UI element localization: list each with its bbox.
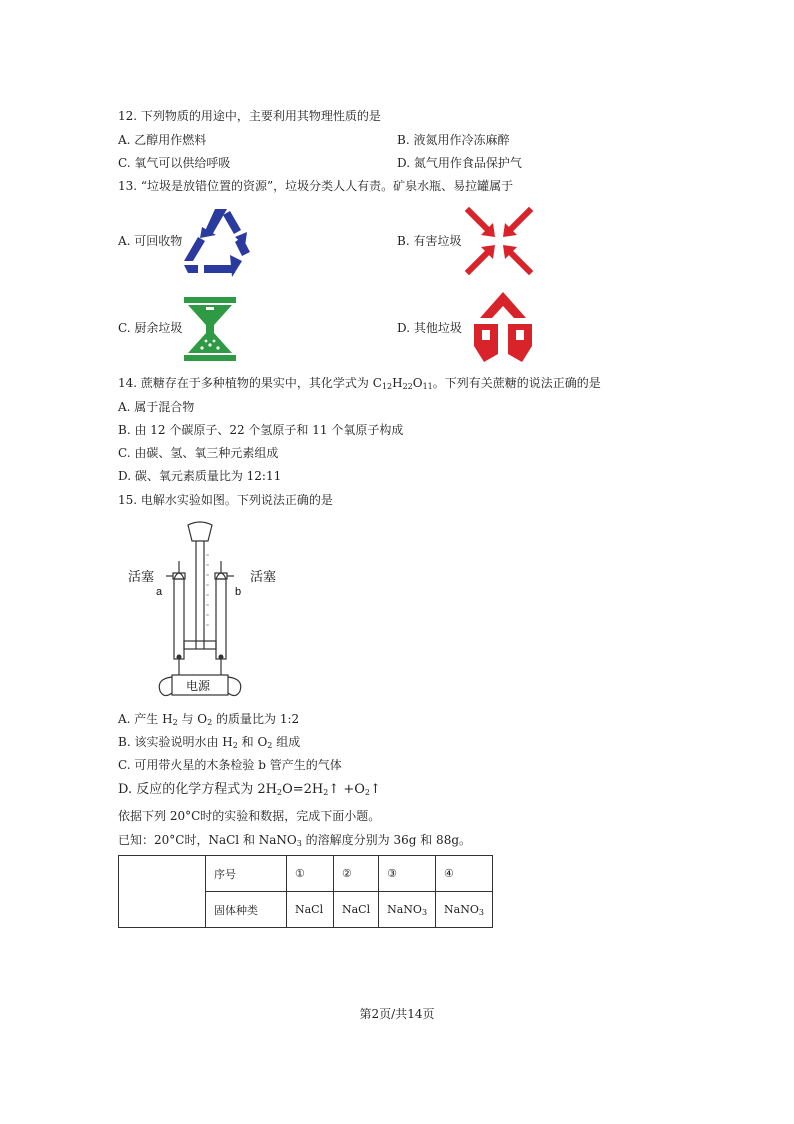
q14-option-c: C. 由碳、氢、氧三种元素组成 bbox=[118, 446, 279, 460]
kitchen-waste-icon bbox=[182, 295, 238, 363]
table-header-label: 序号 bbox=[206, 856, 287, 892]
electrolysis-apparatus-diagram bbox=[120, 515, 280, 705]
table-cell: ③ bbox=[379, 856, 436, 892]
q12-option-b: B. 液氮用作冷冻麻醉 bbox=[397, 133, 510, 147]
table-blank-cell bbox=[119, 856, 206, 928]
table-cell: NaCl bbox=[287, 892, 334, 928]
experiment-table bbox=[118, 855, 493, 928]
q13-option-c: C. 厨余垃圾 bbox=[118, 321, 183, 335]
page-footer: 第2页/共14页 bbox=[359, 1007, 435, 1021]
right-valve-label: 活塞 bbox=[250, 569, 277, 584]
tube-a-label: a bbox=[156, 586, 163, 598]
table-row bbox=[119, 856, 493, 892]
table-cell: NaNO$_3$ bbox=[436, 892, 493, 928]
other-waste-icon bbox=[470, 290, 536, 365]
q14-stem: 14. 蔗糖存在于多种植物的果实中，其化学式为 $C_{12}H_{22}O_{11}$。下列有关蔗糖的说法正确的是 bbox=[118, 376, 601, 391]
q15-option-d: D. 反应的化学方程式为 $2H_2O=2H_2↑$ $+O_2↑$ bbox=[118, 782, 381, 797]
q12-option-a: A. 乙醇用作燃料 bbox=[118, 133, 207, 147]
q13-option-a: A. 可回收物 bbox=[118, 234, 183, 248]
known-text: 已知：20°C时，NaCl 和 NaNO$_3$ 的溶解度分别为 36g 和 88g。 bbox=[118, 833, 472, 848]
table-cell: ① bbox=[287, 856, 334, 892]
q14-option-b: B. 由 12 个碳原子、22 个氢原子和 11 个氧原子构成 bbox=[118, 423, 404, 437]
power-source-label: 电源 bbox=[186, 679, 211, 693]
q13-stem: 13. “垃圾是放错位置的资源”，垃圾分类人人有责。矿泉水瓶、易拉罐属于 bbox=[118, 179, 514, 193]
q12-option-d: D. 氮气用作食品保护气 bbox=[397, 156, 522, 170]
hazard-arrows-icon bbox=[463, 205, 535, 277]
q13-option-d: D. 其他垃圾 bbox=[397, 321, 462, 335]
tube-b-label: b bbox=[235, 586, 242, 598]
table-cell: NaNO$_3$ bbox=[379, 892, 436, 928]
q15-stem: 15. 电解水实验如图。下列说法正确的是 bbox=[118, 493, 333, 507]
q15-option-a: A. 产生 $H_2$ 与 $O_2$ 的质量比为 1:2 bbox=[118, 712, 300, 727]
q12-option-c: C. 氧气可以供给呼吸 bbox=[118, 156, 231, 170]
q13-option-b: B. 有害垃圾 bbox=[397, 234, 462, 248]
q12-stem: 12. 下列物质的用途中，主要利用其物理性质的是 bbox=[118, 109, 381, 123]
table-header-label: 固体种类 bbox=[206, 892, 287, 928]
left-valve-label: 活塞 bbox=[128, 569, 155, 584]
table-cell: NaCl bbox=[334, 892, 379, 928]
recycle-triangle-icon bbox=[180, 205, 262, 277]
q15-option-c: C. 可用带火星的木条检验 b 管产生的气体 bbox=[118, 758, 342, 772]
q14-option-d: D. 碳、氧元素质量比为 12:11 bbox=[118, 469, 282, 483]
intro-text: 依据下列 20°C时的实验和数据，完成下面小题。 bbox=[118, 809, 381, 823]
table-cell: ② bbox=[334, 856, 379, 892]
table-cell: ④ bbox=[436, 856, 493, 892]
q15-option-b: B. 该实验说明水由 $H_2$ 和 $O_2$ 组成 bbox=[118, 735, 301, 750]
q14-option-a: A. 属于混合物 bbox=[118, 400, 195, 414]
